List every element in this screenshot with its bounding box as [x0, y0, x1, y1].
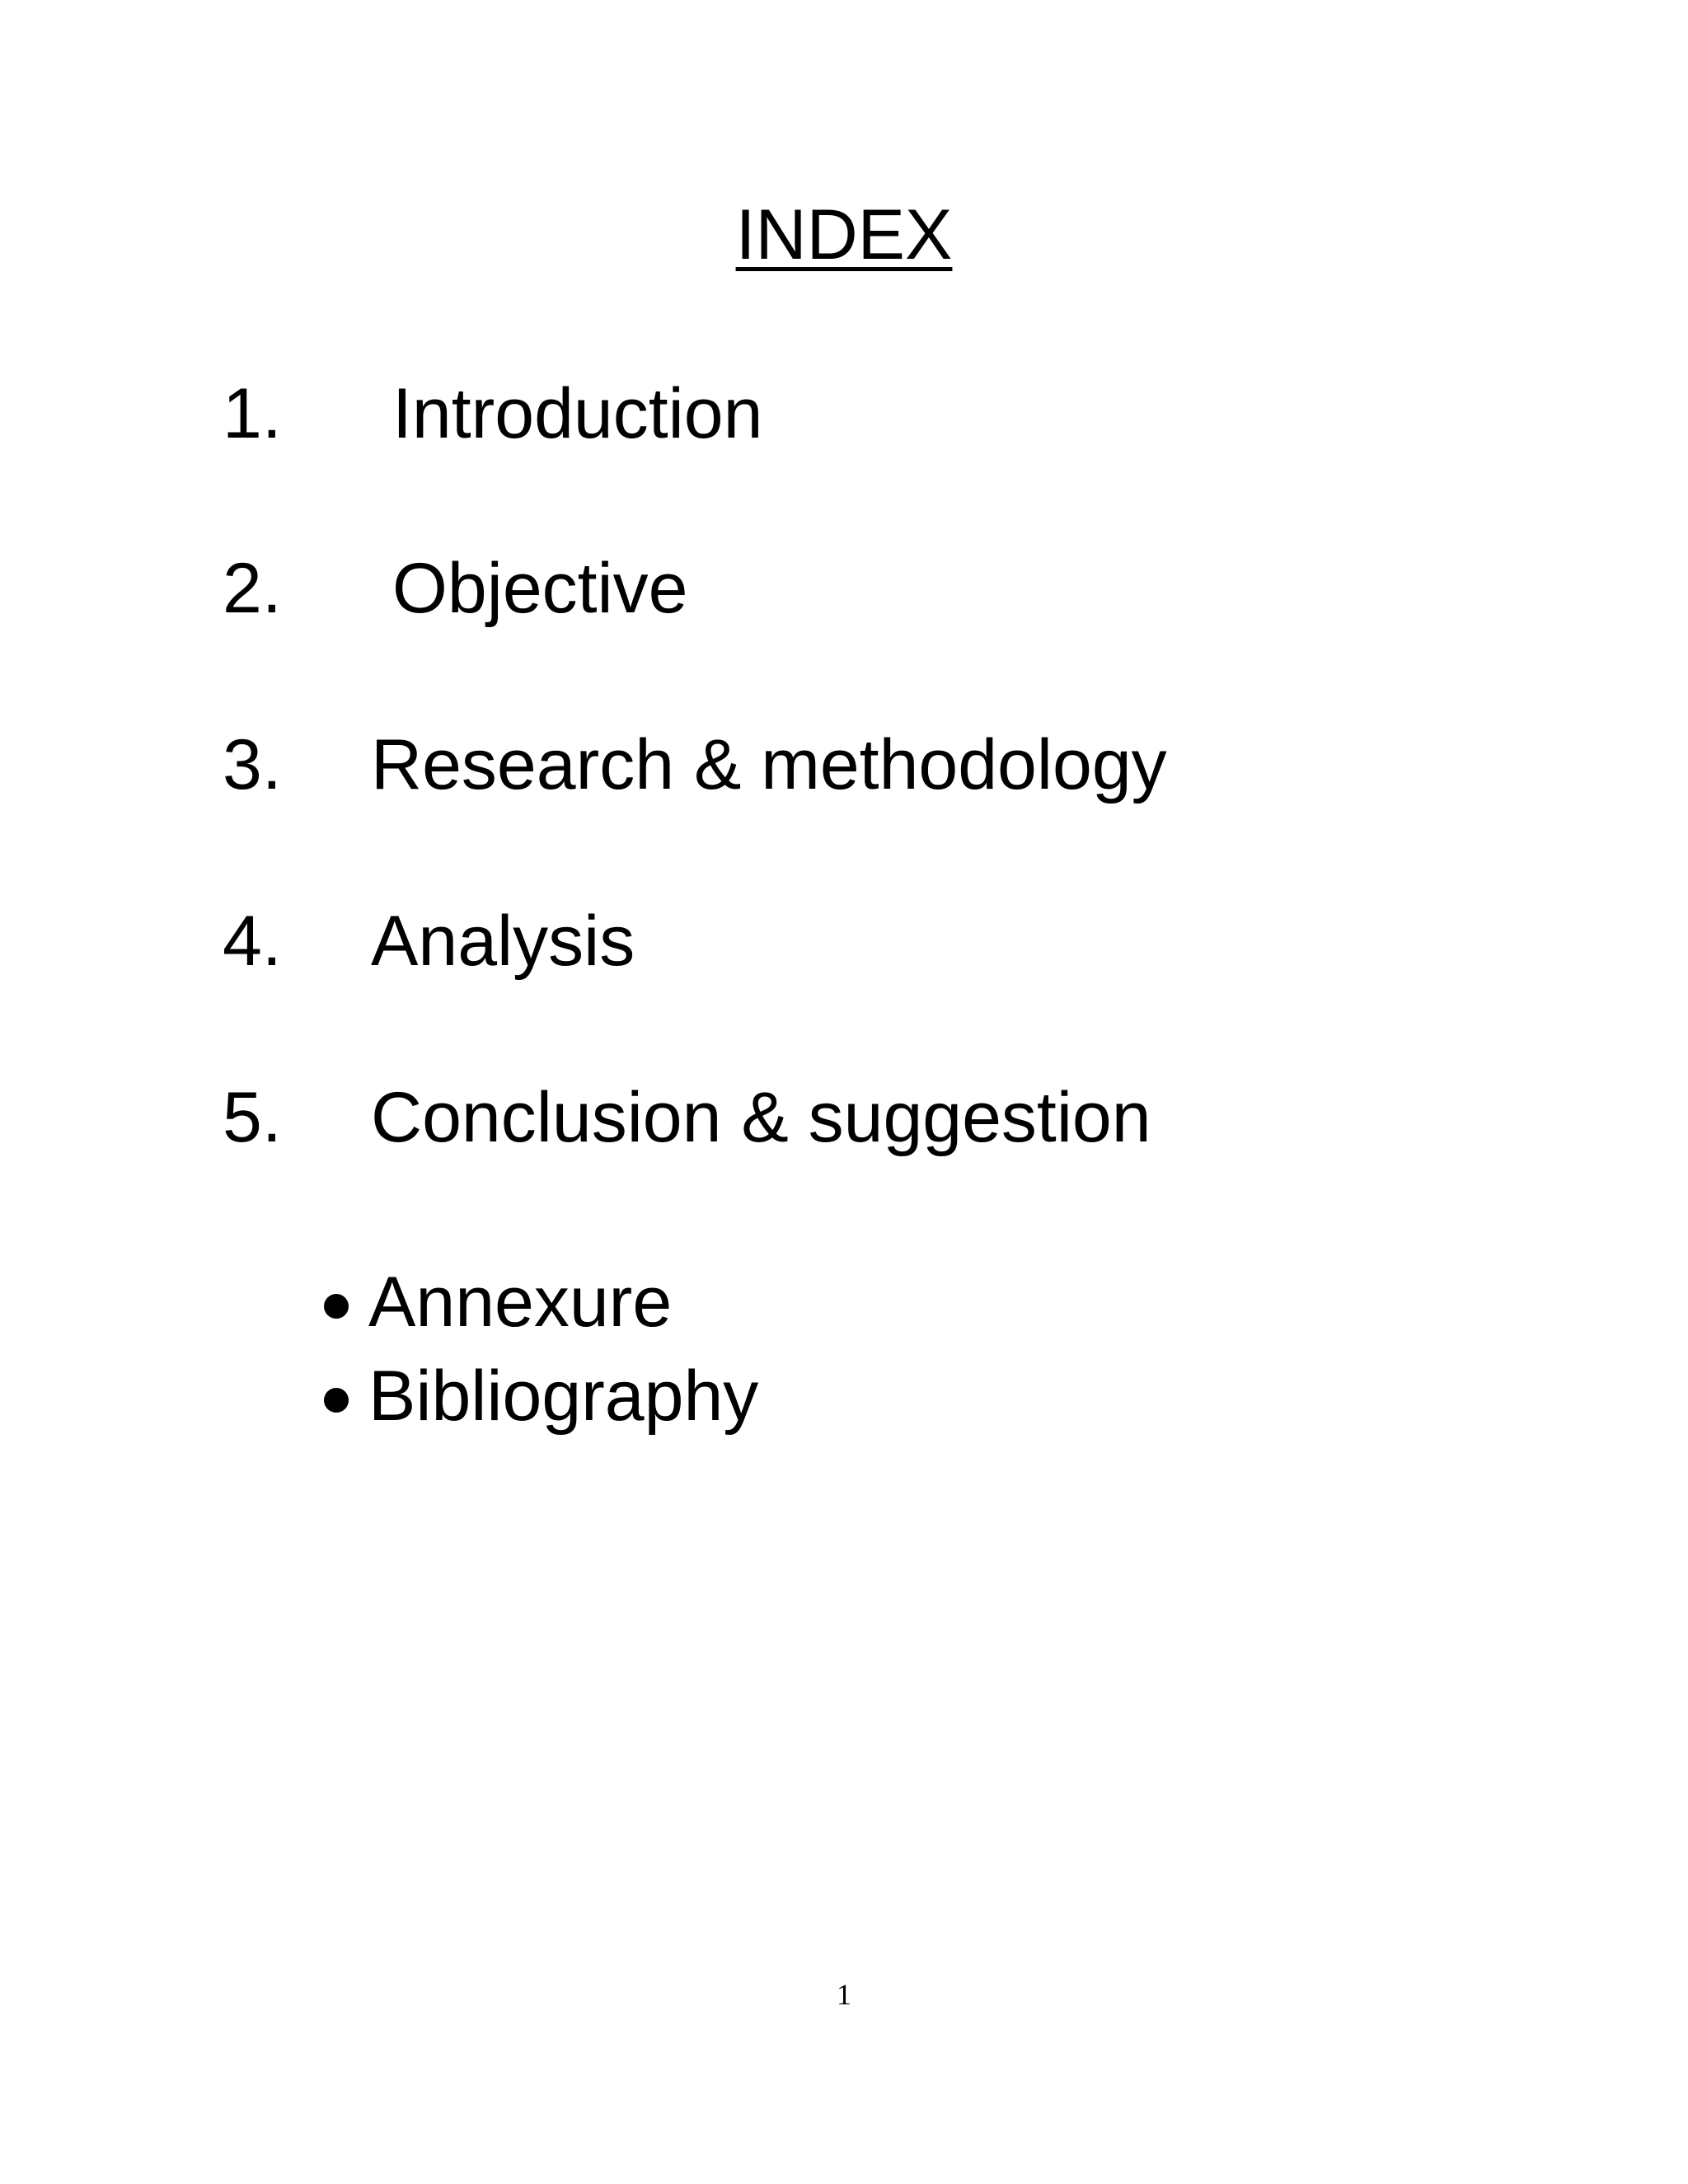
index-item-analysis: [0, 900, 1688, 982]
index-item-research-methodology: [0, 724, 1688, 806]
index-item-number: 1.: [223, 374, 282, 453]
index-item-number: 3.: [223, 725, 282, 804]
index-item-label: Analysis: [371, 902, 635, 981]
index-item-number: 4.: [223, 902, 282, 981]
index-item-introduction: [0, 373, 1688, 455]
index-item-number: 2.: [223, 549, 282, 628]
bullet-label: Annexure: [368, 1263, 673, 1342]
bullet-item-bibliography: [0, 1355, 1688, 1437]
bullet-label: Bibliography: [368, 1357, 759, 1436]
index-item-conclusion-suggestion: [0, 1076, 1688, 1159]
index-item-label: Conclusion & suggestion: [371, 1078, 1151, 1157]
index-item-label: Introduction: [392, 374, 763, 453]
index-item-objective: [0, 547, 1688, 630]
index-item-label: Objective: [392, 549, 688, 628]
index-item-label: Research & methodology: [371, 725, 1167, 804]
index-item-number: 5.: [223, 1078, 282, 1157]
bullet-item-annexure: [0, 1261, 1688, 1343]
bullet-icon: [324, 1388, 349, 1413]
bullet-icon: [324, 1294, 349, 1319]
page-number: 1: [837, 1978, 851, 2011]
index-heading: [0, 194, 1688, 276]
index-heading-text: INDEX: [735, 195, 953, 274]
